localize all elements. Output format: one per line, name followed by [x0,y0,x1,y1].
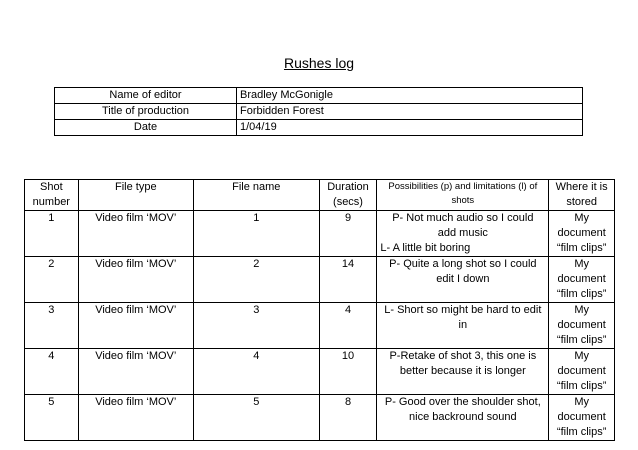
cell-name: 4 [193,349,319,395]
cell-duration: 10 [319,349,377,395]
cell-text: nice backround sound [409,411,517,423]
cell-duration: 9 [319,211,377,257]
cell-text: My document [557,350,606,377]
cell-where [549,303,615,349]
info-row-editor [55,88,583,104]
cell-duration: 8 [319,395,377,441]
info-value: Bradley McGonigle [237,88,583,104]
cell-where [549,349,615,395]
cell-shot: 1 [25,211,79,257]
header-text: Possibilities (p) and limitations (l) of [388,181,538,192]
cell-text: “film clips” [556,380,607,392]
cell-text: P- Quite a long shot so I could [389,258,537,270]
cell-text: add music [437,227,488,239]
table-row [25,257,615,303]
cell-duration: 4 [319,303,377,349]
header-shot-number [25,180,79,211]
cell-shot: 5 [25,395,79,441]
header-text: number [32,196,70,208]
cell-type: Video film ‘MOV’ [78,349,193,395]
cell-where [549,395,615,441]
cell-where [549,257,615,303]
cell-text: My document [557,258,606,285]
header-where-stored [549,180,615,211]
info-key: Title of production [55,104,237,120]
header-possibilities [377,180,549,211]
header-text: Where it is [555,181,608,193]
header-text: shots [451,195,475,206]
info-table [54,87,583,136]
cell-possibilities [377,257,549,303]
cell-type: Video film ‘MOV’ [78,303,193,349]
cell-text: “film clips” [556,334,607,346]
cell-possibilities [377,395,549,441]
cell-text: L- A little bit boring [380,242,471,254]
table-row [25,303,615,349]
info-key: Date [55,120,237,136]
cell-text: “film clips” [556,426,607,438]
cell-text: edit I down [436,273,490,285]
cell-text: better because it is longer [399,365,526,377]
table-row [25,211,615,257]
cell-text: “film clips” [556,242,607,254]
info-value: 1/04/19 [237,120,583,136]
table-row [25,395,615,441]
cell-possibilities [377,211,549,257]
cell-possibilities [377,349,549,395]
cell-type: Video film ‘MOV’ [78,395,193,441]
cell-possibilities [377,303,549,349]
cell-text: My document [557,304,606,331]
info-key: Name of editor [55,88,237,104]
cell-text: L- Short so might be hard to edit [384,304,542,316]
cell-shot: 4 [25,349,79,395]
page-title: Rushes log [283,55,355,71]
header-text: (secs) [333,196,363,208]
header-text: Shot [40,181,63,193]
header-text: Duration [327,181,369,193]
info-row-production [55,104,583,120]
table-row [25,349,615,395]
cell-shot: 3 [25,303,79,349]
info-row-date [55,120,583,136]
cell-text: My document [557,212,606,239]
cell-text: in [458,319,468,331]
cell-shot: 2 [25,257,79,303]
cell-text: “film clips” [556,288,607,300]
cell-where [549,211,615,257]
cell-text: P- Not much audio so I could [392,212,534,224]
header-duration [319,180,377,211]
header-file-name: File name [193,180,319,211]
header-text: stored [566,196,597,208]
cell-type: Video film ‘MOV’ [78,257,193,303]
table-header-row [25,180,615,211]
cell-text: My document [557,396,606,423]
cell-name: 5 [193,395,319,441]
cell-name: 3 [193,303,319,349]
info-value: Forbidden Forest [237,104,583,120]
cell-duration: 14 [319,257,377,303]
cell-name: 2 [193,257,319,303]
cell-text: P- Good over the shoulder shot, [384,396,541,408]
header-file-type: File type [78,180,193,211]
cell-name: 1 [193,211,319,257]
rushes-log-table [24,179,615,441]
cell-text: P-Retake of shot 3, this one is [389,350,537,362]
cell-type: Video film ‘MOV’ [78,211,193,257]
